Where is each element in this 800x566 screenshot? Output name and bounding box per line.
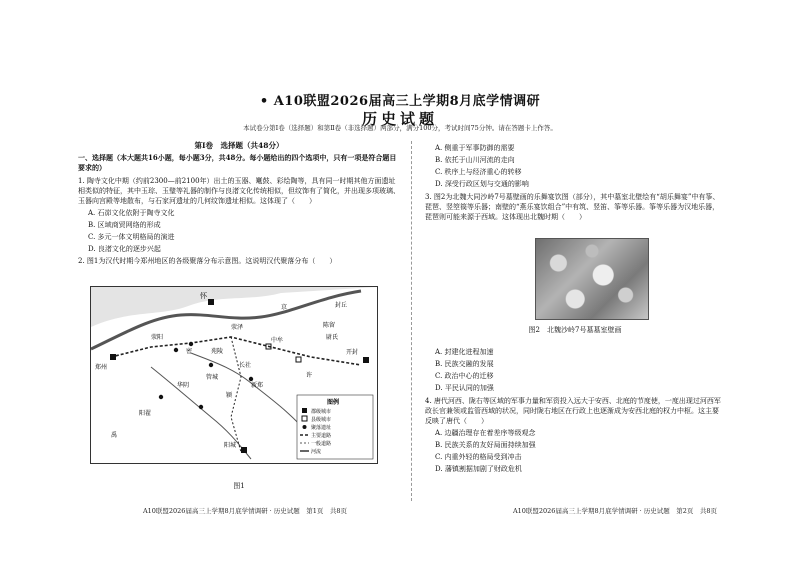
map-label-yu: 禹	[111, 432, 118, 439]
map-road-2	[231, 337, 241, 452]
figure-1-map	[90, 286, 378, 464]
legend-item-main-road: 主要道路	[311, 433, 332, 439]
q2-option-b[interactable]: B. 依托于山川河流的走向	[435, 156, 515, 164]
question-2-stem: 2. 图1为汉代时期今郑州地区的各级聚落分布示意图。这说明汉代聚落分布（ ）	[78, 257, 337, 265]
q4-option-c[interactable]: C. 内重外轻的格局受到冲击	[435, 453, 522, 461]
map-label-huayin: 华阴	[177, 382, 190, 389]
legend-symbol-site	[303, 425, 307, 429]
section-intro: 一、选择题（本大题共16小题，每小题3分，共48分。每小题给出的四个选项中，只有一项是符合题目要求的）	[78, 153, 397, 172]
footer-page-1: A10联盟2026届高三上学期8月底学情调研 · 历史试题 第1页 共8页	[142, 507, 348, 515]
map-label-xinzheng: 新郑	[251, 382, 264, 389]
exam-instructions: 本试卷分第Ⅰ卷（选择题）和第Ⅱ卷（非选择题）两部分，满分100分，考试时间75分钟。请在答题卡上作答。	[243, 124, 557, 132]
legend-title: 图例	[327, 399, 340, 406]
legend-item-river: 河流	[311, 449, 322, 455]
q4-option-d[interactable]: D. 藩镇割据加剧了财政危机	[435, 465, 522, 473]
figure-2-caption: 图2 北魏沙岭7号墓墓室壁画	[528, 326, 622, 334]
map-label-chenliu: 陈留	[323, 322, 336, 329]
q1-option-b[interactable]: B. 区域商贸网络的形成	[88, 221, 161, 229]
map-marker-zhengzhou	[110, 354, 116, 360]
question-1-stem: 1. 陶寺文化中期（约前2300—前2100年）出土的玉器、鼍鼓、彩绘陶等，具有同一时期其他方面遗址相类似的特征，其中玉琮、玉璧等礼器的制作与良渚文化传统相似，但纹饰有了简化，并出现多项玻璃、玉器向宫殿等地散布，与石家河遗址的几何纹饰遗址相似。这体现了（ ）	[78, 177, 400, 205]
figure-2-mural-image	[535, 238, 649, 320]
legend-item-county: 县级城市	[311, 417, 332, 423]
map-label-huai: 怀	[200, 292, 207, 300]
q4-option-a[interactable]: A. 边疆治理存在着差序等级观念	[435, 429, 536, 437]
map-label-yangzhai: 阳翟	[139, 410, 152, 417]
map-dot-6	[199, 405, 203, 409]
map-main-road	[111, 337, 361, 365]
map-label-xingze: 荥泽	[231, 324, 244, 331]
q2-option-d[interactable]: D. 深受行政区划与交通的影响	[435, 180, 529, 188]
map-label-zhongmou: 中牟	[271, 337, 284, 344]
q2-option-a[interactable]: A. 侧重于军事防御的需要	[435, 144, 515, 152]
map-label-ying: 颍	[226, 392, 233, 399]
exam-subject: 历史试题	[361, 110, 438, 128]
q4-option-b[interactable]: B. 民族关系的友好局面持续加强	[435, 441, 536, 449]
legend-item-site: 聚落遗址	[311, 425, 332, 431]
map-label-kaifeng: 开封	[346, 349, 359, 356]
column-divider	[411, 141, 412, 501]
map-label-changshe: 长社	[239, 362, 252, 369]
map-marker-2	[296, 357, 301, 362]
map-dot-1	[189, 342, 193, 346]
map-dot-5	[159, 395, 163, 399]
q1-option-d[interactable]: D. 良渚文化的逐步兴起	[88, 245, 161, 253]
map-legend	[297, 395, 373, 459]
q2-option-c[interactable]: C. 秩序上与经济重心的转移	[435, 168, 522, 176]
figure-1-caption: 图1	[233, 482, 245, 490]
map-label-guancheng: 管城	[206, 374, 219, 381]
question-4-stem: 4. 唐代河西、陇右等区域的军事力量和军资投入远大于安西、北庭的节度使，一度出现过河西军政长官兼领或监管西域的状况，同时陇右地区在行政上也逐渐成为安西北庭的权力中枢。这主要反映了唐代（ ）	[425, 397, 721, 425]
legend-item-prefecture: 郡级城市	[311, 409, 332, 415]
map-label-xingyang: 荥阳	[151, 334, 164, 341]
map-label-yangcheng: 阳城	[224, 442, 237, 449]
section-title: 第Ⅰ卷 选择题（共48分）	[194, 141, 284, 150]
q3-option-d[interactable]: D. 平民认同的加强	[435, 384, 494, 392]
q1-option-c[interactable]: C. 多元一体文明格局的演进	[88, 233, 175, 241]
map-label-fengqiu: 封丘	[335, 302, 348, 309]
map-label-xu: 许	[306, 372, 313, 379]
q3-option-c[interactable]: C. 政治中心的迁移	[435, 372, 494, 380]
right-column-lower	[425, 345, 725, 476]
map-dot-3	[209, 363, 213, 367]
map-marker-yangcheng	[241, 447, 247, 453]
map-label-jing: 京	[281, 304, 288, 311]
q3-option-b[interactable]: B. 民族交融的发展	[435, 360, 494, 368]
legend-symbol-prefecture	[302, 408, 307, 413]
map-label-weishi: 尉氏	[326, 334, 339, 341]
map-label-zhengzhou: 郑州	[95, 364, 108, 371]
exam-title: • A10联盟2026届高三上学期8月底学情调研	[259, 94, 541, 109]
legend-item-road: 一般道路	[311, 441, 332, 447]
left-column	[78, 141, 400, 266]
question-3-stem: 3. 图2为北魏大同沙岭7号墓壁画的乐舞宴饮图（部分），其中墓室北壁绘有“胡乐舞宴”中有筝、琵琶、竖箜篌等乐器；南壁的“燕乐宴饮组合”中有筑、竖笛、筝等乐器。筝等乐器为汉地乐器，琵琶则可能来源于西域。这体现出北魏时期（ ）	[425, 193, 720, 221]
map-label-mi: 密	[186, 348, 193, 355]
map-marker-huai	[208, 299, 214, 305]
map-label-yuanling: 苑陵	[211, 348, 224, 355]
map-svg	[91, 287, 377, 463]
footer-page-2: A10联盟2026届高三上学期8月底学情调研 · 历史试题 第2页 共8页	[512, 507, 718, 515]
map-marker-kaifeng	[363, 357, 369, 363]
right-column	[425, 141, 725, 222]
map-dot-4	[249, 377, 253, 381]
q3-option-a[interactable]: A. 封建化进程加速	[435, 348, 494, 356]
map-dot-2	[174, 348, 178, 352]
q1-option-a[interactable]: A. 石峁文化依附于陶寺文化	[88, 209, 175, 217]
